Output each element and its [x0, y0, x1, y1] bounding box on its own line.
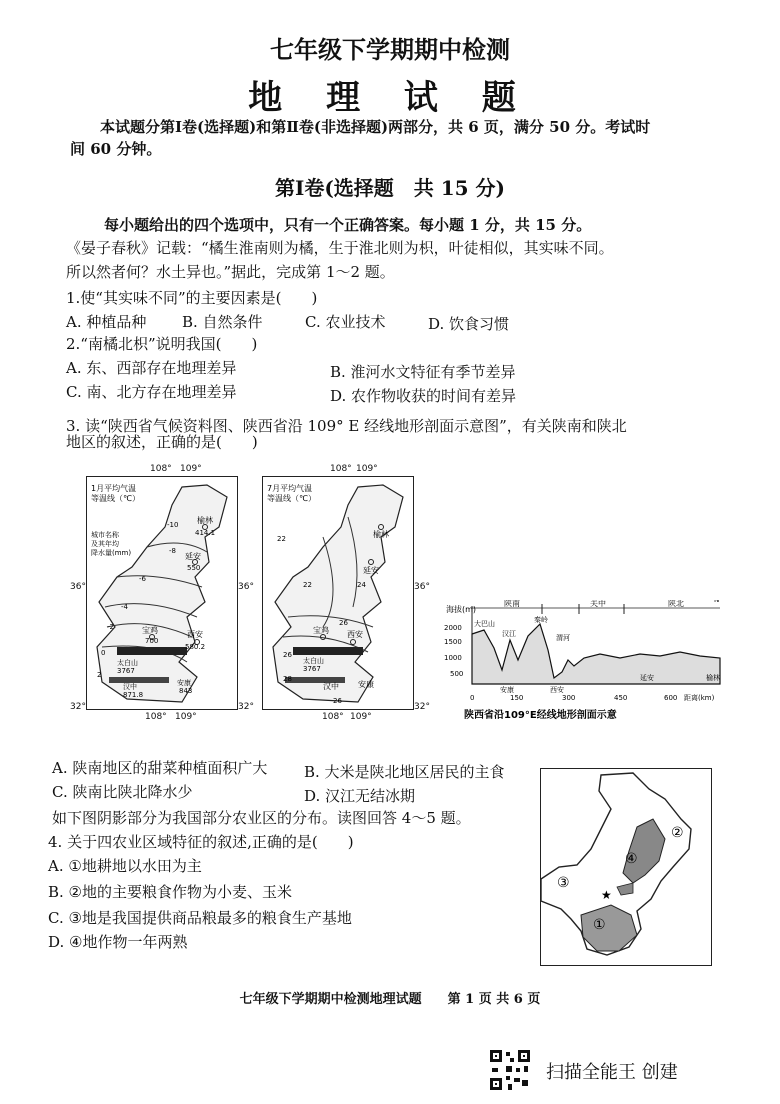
passage-line-2: 所以然者何？水土异也。”据此，完成第 1～2 题。 — [66, 263, 395, 281]
map2-lat-32: 32° — [238, 702, 254, 712]
q4-option-d: D. ④地作物一年两熟 — [48, 933, 188, 951]
map1-value-1: 414.1 — [195, 529, 216, 537]
map2-top-lon-109: 109° — [356, 464, 378, 474]
capital-star-icon: ★ — [601, 888, 612, 902]
map1-top-lon-108: 108° — [150, 464, 172, 474]
map1-value-6: 871.8 — [123, 691, 144, 699]
map2-isotherm-3: 24 — [357, 581, 366, 589]
map1-value-4: 700 — [145, 637, 159, 645]
profile-xunit: 距离(km) — [684, 694, 715, 702]
profile-place-6: 西安 — [550, 686, 564, 694]
profile-xtick-600: 600 — [664, 694, 678, 702]
map1-lat-36: 36° — [70, 582, 86, 592]
map1-isotherm-2: -8 — [169, 547, 176, 555]
profile-place-1: 大巴山 — [474, 620, 495, 628]
profile-place-4: 渭河 — [556, 634, 570, 642]
map1-legend-5: 降水量(mm) — [91, 549, 132, 557]
q4-option-a: A. ①地耕地以水田为主 — [48, 857, 202, 875]
profile-ylabel: 海拔(m) — [446, 605, 477, 614]
map1-isotherm-4: -4 — [121, 603, 128, 611]
q4-stem: 4. 关于四农业区域特征的叙述,正确的是( ) — [48, 833, 354, 851]
map1-city-5: 太白山 — [117, 659, 138, 667]
page-footer: 七年级下学期期中检测地理试题 第 1 页 共 6 页 — [239, 992, 541, 1007]
map2-lat-36-right: 36° — [414, 582, 430, 592]
qr-code-icon — [488, 1048, 532, 1092]
scanner-watermark: 扫描全能王 创建 — [546, 1062, 678, 1083]
map2-legend-2: 等温线（℃） — [267, 494, 316, 503]
map1-legend-1: 1月平均气温 — [91, 484, 137, 493]
map2-city-4: 西安 — [347, 630, 363, 639]
map1-value-7: 843 — [179, 687, 193, 695]
q1-option-b: B. 自然条件 — [182, 313, 263, 331]
profile-place-2: 汉江 — [502, 630, 516, 638]
terrain-profile — [444, 600, 734, 720]
july-temperature-map — [262, 476, 414, 710]
q1-option-c: C. 农业技术 — [305, 313, 386, 331]
q1-option-a: A. 种植品种 — [66, 313, 147, 331]
q4-option-c: C. ③地是我国提供商品粮最多的粮食生产基地 — [48, 909, 352, 927]
profile-ytick-500: 500 — [450, 670, 464, 678]
passage-2: 如下图阴影部分为我国部分农业区的分布。读图回答 4～5 题。 — [52, 809, 471, 827]
map2-isotherm-6: 28 — [283, 675, 292, 683]
intro-line-2: 间 60 分钟。 — [70, 140, 162, 158]
q1-option-d: D. 饮食习惯 — [428, 315, 510, 333]
map1-isotherm-1: -10 — [167, 521, 179, 529]
china-map-label-1: ① — [593, 917, 606, 933]
intro-line-1: 本试题分第Ⅰ卷(选择题)和第Ⅱ卷(非选择题)两部分，共 6 页，满分 50 分。考试时 — [100, 118, 651, 136]
map2-bottom-lon-108: 108° — [322, 712, 344, 722]
map2-top-lon-108: 108° — [330, 464, 352, 474]
q3-option-d: D. 汉江无结冰期 — [304, 787, 416, 805]
q3-stem-line-1: 3. 读“陕西省气候资料图、陕西省沿 109° E 经线地形剖面示意图”，有关陕南和陕北 — [66, 417, 627, 435]
map1-isotherm-3: -6 — [139, 575, 146, 583]
q4-option-b: B. ②地的主要粮食作物为小麦、玉米 — [48, 883, 293, 901]
map1-city-1: 榆林 — [197, 516, 213, 525]
map1-city-7: 安康 — [177, 679, 191, 687]
subject-title: 地 理 试 题 — [248, 78, 532, 118]
map1-value-5: 3767 — [117, 667, 135, 675]
profile-xtick-0: 0 — [470, 694, 475, 702]
profile-region-central: 关中 — [590, 600, 606, 608]
map1-lat-32: 32° — [70, 702, 86, 712]
map2-bottom-lon-109: 109° — [350, 712, 372, 722]
map1-isotherm-6: 0 — [101, 649, 106, 657]
china-map-label-2: ② — [671, 825, 684, 841]
map1-isotherm-7: 2 — [97, 671, 102, 679]
map1-legend-3: 城市名称 — [91, 531, 119, 539]
map2-city-3: 宝鸡 — [313, 626, 329, 635]
january-temperature-map — [86, 476, 238, 710]
q3-option-a: A. 陕南地区的甜菜种植面积广大 — [52, 759, 268, 777]
map1-city-3: 西安 — [187, 630, 203, 639]
q2-option-d: D. 农作物收获的时间有差异 — [330, 387, 517, 405]
passage-line-1: 《晏子春秋》记载：“橘生淮南则为橘，生于淮北则为枳，叶徒相似，其实味不同。 — [66, 239, 614, 257]
map2-isotherm-2: 22 — [303, 581, 312, 589]
map1-city-4: 宝鸡 — [142, 626, 158, 635]
map1-legend-4: 及其年均 — [91, 540, 119, 548]
profile-xtick-300: 300 — [562, 694, 576, 702]
map1-top-lon-109: 109° — [180, 464, 202, 474]
profile-north-arrow: N — [714, 600, 720, 604]
map1-value-2: 550 — [187, 564, 201, 572]
china-map-label-3: ③ — [557, 875, 570, 891]
profile-ytick-2000: 2000 — [444, 624, 462, 632]
profile-region-south: 陕南 — [504, 600, 520, 608]
map2-city-7: 安康 — [358, 680, 374, 689]
map1-bottom-lon-109: 109° — [175, 712, 197, 722]
profile-place-3: 秦岭 — [534, 616, 548, 624]
map1-city-6: 汉中 — [123, 683, 137, 691]
exam-title: 七年级下学期期中检测 — [270, 35, 510, 64]
profile-place-5: 安康 — [500, 686, 514, 694]
map2-isotherm-1: 22 — [277, 535, 286, 543]
profile-ytick-1500: 1500 — [444, 638, 462, 646]
map2-city-2: 延安 — [363, 566, 379, 575]
q1-stem: 1.使“其实味不同”的主要因素是( ) — [66, 289, 318, 307]
map2-lat-36: 36° — [238, 582, 254, 592]
china-map-label-4: ④ — [625, 851, 638, 867]
map1-value-3: 580.2 — [185, 643, 206, 651]
map2-city-5: 太白山 — [303, 657, 324, 665]
profile-xtick-450: 450 — [614, 694, 628, 702]
q2-option-b: B. 淮河水文特征有季节差异 — [330, 363, 516, 381]
map1-bottom-lon-108: 108° — [145, 712, 167, 722]
map1-isotherm-5: -2 — [107, 623, 114, 631]
map1-city-2: 延安 — [185, 552, 201, 561]
profile-place-7: 延安 — [640, 674, 654, 682]
profile-xtick-150: 150 — [510, 694, 524, 702]
q2-stem: 2.“南橘北枳”说明我国( ) — [66, 335, 258, 353]
map2-city-6: 汉中 — [323, 682, 339, 691]
map2-city-1: 榆林 — [373, 530, 389, 539]
map2-value-5: 3767 — [303, 665, 321, 673]
profile-caption: 陕西省沿109°E经线地形剖面示意 — [464, 710, 617, 720]
profile-region-north: 陕北 — [668, 600, 684, 608]
profile-place-8: 榆林 — [706, 674, 720, 682]
profile-ytick-1000: 1000 — [444, 654, 462, 662]
map2-legend-1: 7月平均气温 — [267, 484, 313, 493]
q2-option-c: C. 南、北方存在地理差异 — [66, 383, 237, 401]
agricultural-regions-map — [540, 768, 712, 966]
map1-legend-2: 等温线（℃） — [91, 494, 140, 503]
section-title: 第Ⅰ卷(选择题 共 15 分) — [274, 176, 506, 200]
q3-option-b: B. 大米是陕北地区居民的主食 — [304, 763, 505, 781]
map2-lat-32-right: 32° — [414, 702, 430, 712]
section-instruction: 每小题给出的四个选项中，只有一个正确答案。每小题 1 分，共 15 分。 — [104, 216, 592, 234]
q3-stem-line-2: 地区的叙述，正确的是( ) — [66, 433, 258, 451]
q3-option-c: C. 陕南比陕北降水少 — [52, 783, 193, 801]
map2-isotherm-4: 26 — [339, 619, 348, 627]
map2-isotherm-7: 26 — [333, 697, 342, 705]
map2-isotherm-5: 26 — [283, 651, 292, 659]
q2-option-a: A. 东、西部存在地理差异 — [66, 359, 237, 377]
